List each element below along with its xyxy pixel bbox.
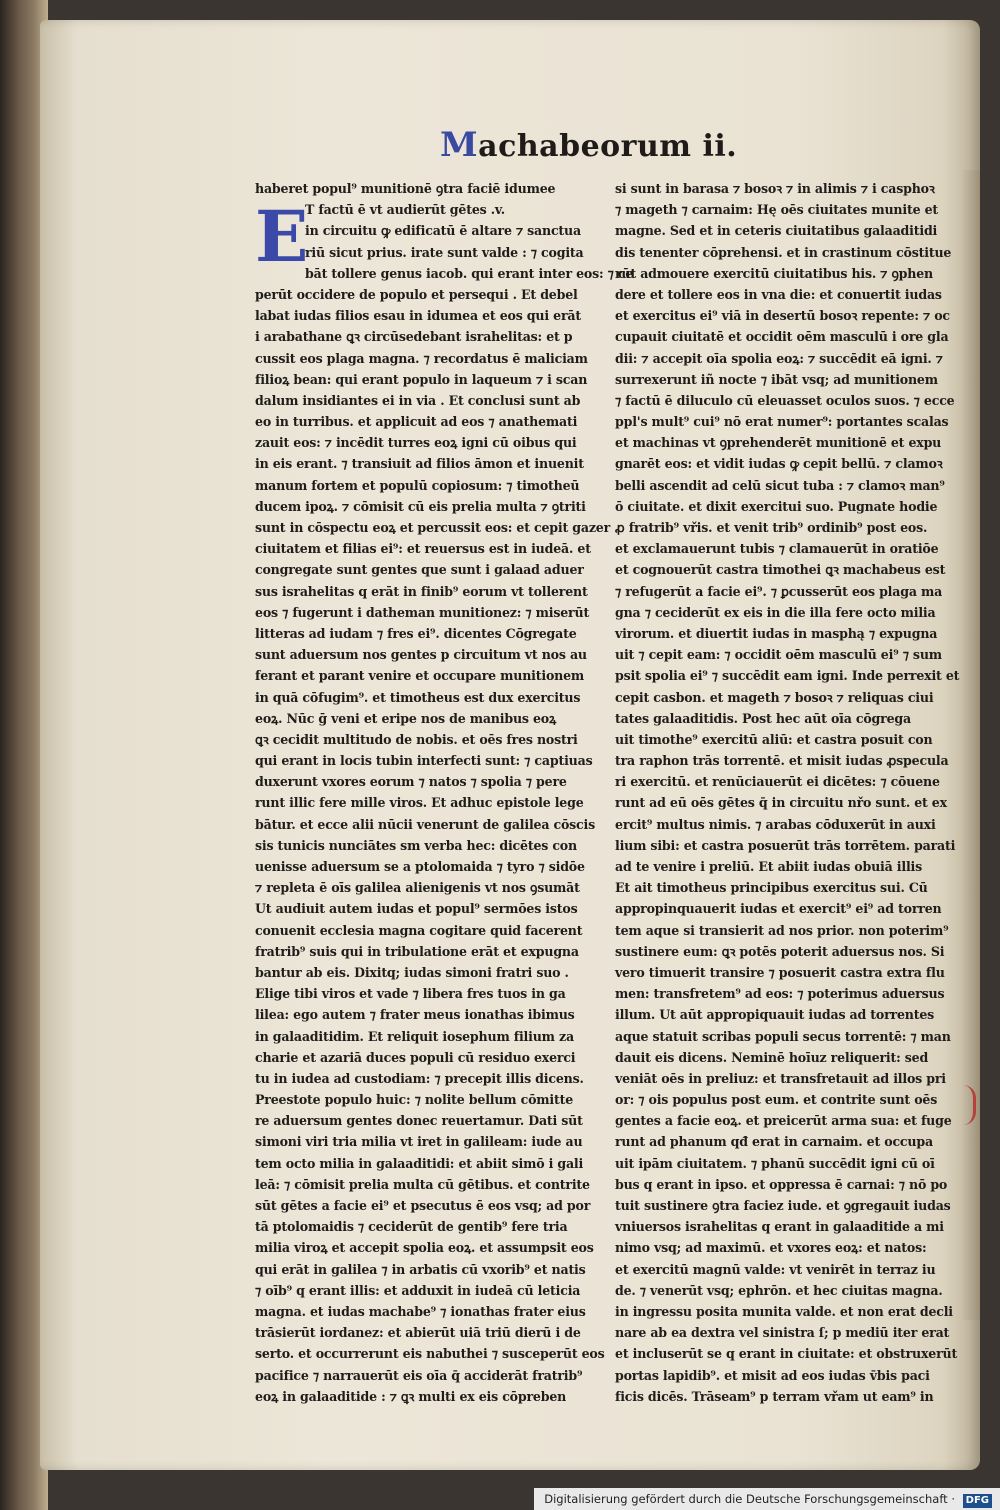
text-line: dere et tollere eos in vna die: et conuertit iudas xyxy=(615,286,942,302)
text-line: labat iudas filios esau in idumea et eos qui erāt xyxy=(255,308,581,324)
text-line: gentes a facie eoꝝ. et preicerūt arma sua: et fuge xyxy=(615,1113,952,1129)
page-fold-edge xyxy=(962,170,980,1320)
text-line: lilea: ego autem ⁊ frater meus ionathas ibimus xyxy=(255,1007,575,1023)
text-line: Preestote populo huic: ⁊ nolite bellum cōmitte xyxy=(255,1092,574,1108)
text-line: rūt admouere exercitū ciuitatibus his. ⁊ ꝯphen xyxy=(615,265,933,281)
text-line: et exercitus ei⁹ viā in desertū bosoꝛ repente: ⁊ oc xyxy=(615,308,950,324)
text-line: si sunt in barasa ⁊ bosoꝛ ⁊ in alimis ⁊ i casphoꝛ xyxy=(615,181,935,196)
text-line: in circuitu ꝙ edificatū ē altare ⁊ sanctua xyxy=(305,223,581,239)
text-line: bantur ab eis. Dixitq; iudas simoni fratri suo . xyxy=(255,964,569,980)
text-line: tates galaaditidis. Post hec aūt oīa cōgrega xyxy=(615,710,911,726)
text-line: Ut audiuit autem iudas et popul⁹ sermōes istos xyxy=(255,901,578,917)
text-line: i arabathane ꝗꝛ circūsedebant israhelitas: et p xyxy=(255,329,573,345)
text-line: gna ⁊ ceciderūt ex eis in die illa fere octo milia xyxy=(615,604,936,620)
text-line: et exclamauerunt tubis ⁊ clamauerūt in oratiōe xyxy=(615,541,939,557)
left-text-column xyxy=(255,178,634,1407)
text-line: magna. et iudas machabe⁹ ⁊ ionathas frater eius xyxy=(255,1303,586,1319)
text-line: ⁊ oīb⁹ q erant illis: et adduxit in iudeā cū leticia xyxy=(255,1282,581,1298)
text-line: qui erāt in galilea ⁊ in arbatis cū vxorib⁹ et natis xyxy=(255,1261,586,1277)
text-line: bāt tollere genus iacob. qui erant inter eos: ⁊ ce xyxy=(305,265,634,281)
text-line: tuit sustinere ꝯtra faciez iude. et ꝯgregauit iudas xyxy=(615,1198,951,1213)
text-line: leā: ⁊ cōmisit prelia multa cū gētibus. et contrite xyxy=(255,1176,590,1192)
running-head-text: achabeorum xyxy=(478,129,692,164)
text-line: tā ptolomaidis ⁊ ceciderūt de gentib⁹ fere tria xyxy=(255,1219,568,1235)
running-head xyxy=(440,125,737,165)
text-line: conuenit ecclesia magna cogitare quid facerent xyxy=(255,922,583,938)
text-line: dauit eis dicens. Neminē hoīuz reliquerit: sed xyxy=(615,1049,929,1065)
text-line: belli ascendit ad celū sicut tuba : ⁊ clamoꝛ man⁹ xyxy=(615,477,945,493)
text-line: congregate sunt gentes que sunt i galaad aduer xyxy=(255,562,584,578)
text-line: aque statuit scribas populi secus torrentē: ⁊ man xyxy=(615,1028,951,1044)
text-line: riū sicut prius. irate sunt valde : ⁊ cogita xyxy=(305,244,584,260)
text-line: appropinquauerit iudas et exercit⁹ ei⁹ ad torren xyxy=(615,901,942,917)
text-line: ad te venire i preliū. Et abiit iudas obuiā illis xyxy=(615,859,923,874)
text-line: lium sibi: et castra posuerūt trās torrētem. parati xyxy=(615,837,956,853)
text-line: dii: ⁊ accepit oīa spolia eoꝝ: ⁊ succēdit eā igni. ⁊ xyxy=(615,350,943,366)
text-line: psit spolia ei⁹ ⁊ succēdit eam igni. Inde perrexit et xyxy=(615,668,960,684)
text-line: illum. Ut aūt appropiquauit iudas ad torrentes xyxy=(615,1007,935,1023)
text-line: uit timothe⁹ exercitū aliū: et castra posuit con xyxy=(615,731,933,747)
text-line: tu in iudea ad custodiam: ⁊ precepit illis dicens. xyxy=(255,1070,584,1086)
text-line: ⁊ mageth ⁊ carnaim: Hę oēs ciuitates munite et xyxy=(615,202,938,218)
text-line: men: transfretem⁹ ad eos: ⁊ poterimus aduersus xyxy=(615,986,945,1002)
text-line: qui erant in locis tubin interfecti sunt: ⁊ captiuas xyxy=(255,753,593,769)
running-head-initial: M xyxy=(440,125,479,165)
text-line: simoni viri tria milia vt iret in galileam: iude au xyxy=(255,1134,583,1150)
text-line: tem aque si transierit ad nos prior. non poterim⁹ xyxy=(615,922,949,938)
text-line: re aduersum gentes donec reuertamur. Dati sūt xyxy=(255,1113,583,1129)
text-line: virorum. et diuertit iudas in masphą ⁊ expugna xyxy=(615,625,938,641)
text-line: litteras ad iudam ⁊ fres ei⁹. dicentes Cōgregate xyxy=(255,625,577,641)
text-line: gnarēt eos: et vidit iudas ꝙ cepit bellū. ⁊ clamoꝛ xyxy=(615,456,943,472)
text-line: serto. et occurrerunt eis nabuthei ⁊ susceperūt eos xyxy=(255,1346,605,1362)
text-line: tem octo milia in galaaditidi: et abiit simō i gali xyxy=(255,1155,584,1171)
text-line: et exercitū magnū valde: vt venirēt in terraz iu xyxy=(615,1261,936,1277)
red-margin-mark xyxy=(963,1085,976,1125)
text-line: surrexerunt iñ nocte ⁊ ibāt vsq; ad munitionem xyxy=(615,371,938,387)
text-line: Elige tibi viros et vade ⁊ libera fres tuos in ga xyxy=(255,986,566,1002)
text-line: in ingressu posita munita valde. et non erat decli xyxy=(615,1303,953,1319)
text-line: et incluserūt se q erant in ciuitate: et obstruxerūt xyxy=(615,1346,958,1362)
text-line: bus q erant in ipso. et oppressa ē carnai: ⁊ nō po xyxy=(615,1176,948,1192)
text-line: eoꝝ in galaaditide : ⁊ ꝗꝛ multi ex eis cōpreben xyxy=(255,1388,567,1404)
text-line: cepit casbon. et mageth ⁊ bosoꝛ ⁊ reliquas ciui xyxy=(615,689,934,705)
text-line: cupauit ciuitatē et occidit oēm masculū i ore gla xyxy=(615,329,949,345)
text-line: dis tenenter cōprehensi. et in crastinum cōstitue xyxy=(615,244,952,260)
text-line: in eis erant. ⁊ transiuit ad filios āmon et inuenit xyxy=(255,456,584,472)
text-line: haberet popul⁹ munitionē ꝯtra faciē idumee xyxy=(255,181,556,196)
text-line: ꝗꝛ cecidit multitudo de nobis. et oēs fres nostri xyxy=(255,731,578,747)
text-line: uenisse aduersum se a ptolomaida ⁊ tyro ⁊ sidōe xyxy=(255,859,585,874)
text-line: trāsierūt iordanez: et abierūt uiā triū dierū i de xyxy=(255,1325,581,1341)
text-line: vero timuerit transire ⁊ posuerit castra extra flu xyxy=(615,964,945,980)
text-line: ō ciuitate. et dixit exercitui suo. Pugnate hodie xyxy=(615,498,938,514)
text-line: runt illic fere mille viros. Et adhuc epistole lege xyxy=(255,795,584,811)
text-line: manum fortem et populū copiosum: ⁊ timotheū xyxy=(255,477,580,493)
text-line: in galaaditidim. Et reliquit iosephum filium za xyxy=(255,1028,574,1044)
credit-text: Digitalisierung gefördert durch die Deutsche Forschungsgemeinschaft · xyxy=(544,1492,955,1506)
text-line: ppl's mult⁹ cui⁹ nō erat numer⁹: portantes scalas xyxy=(615,414,949,430)
digitization-credit xyxy=(534,1488,1000,1510)
text-line: ⁊ repleta ē oīs galilea alienigenis vt nos ꝯsumāt xyxy=(255,880,580,896)
text-line: uit ⁊ cepit eam: ⁊ occidit oēm masculū ei⁹ ⁊ sum xyxy=(615,647,942,663)
text-line: Et ait timotheus principibus exercitus sui. Cū xyxy=(615,880,928,896)
text-line: or: ⁊ ois populus post eum. et contrite sunt oēs xyxy=(615,1092,938,1108)
text-line: ciuitatem et filias ei⁹: et reuersus est in iudeā. et xyxy=(255,541,591,557)
text-line: ꝓ fratrib⁹ vřis. et venit trib⁹ ordinib⁹ post eos. xyxy=(615,520,928,535)
text-line: ri exercitū. et renūciauerūt ei dicētes: ⁊ cōuene xyxy=(615,774,940,790)
text-line: nare ab ea dextra vel sinistra ſ; p mediū iter erat xyxy=(615,1325,950,1341)
text-line: sustinere eum: ꝗꝛ potēs poterit aduersus nos. Si xyxy=(615,943,945,959)
text-line: in quā cōfugim⁹. et timotheus est dux exercitus xyxy=(255,689,581,705)
text-line: veniāt oēs in preliuz: et transfretauit ad illos pri xyxy=(615,1070,946,1086)
text-line: sis tunicis nunciātes sm verba hec: dicētes con xyxy=(255,837,577,853)
dfg-logo: DFG xyxy=(963,1494,992,1508)
right-text-column xyxy=(615,178,960,1407)
text-line: portas lapidib⁹. et misit ad eos iudas v̄bis paci xyxy=(615,1367,930,1383)
text-line: de. ⁊ venerūt vsq; ephrōn. et hec ciuitas magna. xyxy=(615,1282,943,1298)
text-line: charie et azariā duces populi cū residuo exerci xyxy=(255,1049,576,1065)
running-head-number: ii. xyxy=(702,129,738,164)
text-line: et machinas vt ꝯprehenderēt munitionē et expu xyxy=(615,435,942,451)
text-line: cussit eos plaga magna. ⁊ recordatus ē maliciam xyxy=(255,350,588,366)
text-line: magne. Sed et in ceteris ciuitatibus galaaditidi xyxy=(615,223,938,239)
text-line: ferant et parant venire et occupare munitionem xyxy=(255,668,585,684)
text-line: sunt aduersum nos gentes p circuitum vt nos au xyxy=(255,647,587,663)
text-line: ercit⁹ multus nimis. ⁊ arabas cōduxerūt in auxi xyxy=(615,816,936,832)
text-line: et cognouerūt castra timothei ꝗꝛ machabeus est xyxy=(615,562,946,578)
text-line: ficis dicēs. Trāseam⁹ p terram vřam ut eam⁹ in xyxy=(615,1388,934,1404)
text-line: sunt in cōspectu eoꝝ et percussit eos: et cepit gazer xyxy=(255,520,611,535)
text-line: fratrib⁹ suis qui in tribulatione erāt et expugna xyxy=(255,943,579,959)
text-line: tra raphon trās torrentē. et misit iudas ꝓspecula xyxy=(615,753,949,769)
text-line: sus israhelitas q erāt in finib⁹ eorum vt tollerent xyxy=(255,583,588,599)
text-line: ducem ipoꝝ. ⁊ cōmisit cū eis prelia multa ⁊ ꝯtriti xyxy=(255,498,586,514)
text-line: filioꝝ bean: qui erant populo in laqueum ⁊ i scan xyxy=(255,371,588,387)
text-line: dalum insidiantes ei in via . Et conclusi sunt ab xyxy=(255,392,581,408)
text-line: uit ipām ciuitatem. ⁊ phanū succēdit igni cū oī xyxy=(615,1155,935,1171)
text-line: zauit eos: ⁊ incēdit turres eoꝝ igni cū oibus qui xyxy=(255,435,577,451)
text-line: eos ⁊ fugerunt i datheman munitionez: ⁊ miserūt xyxy=(255,604,590,620)
text-line: eo in turribus. et applicuit ad eos ⁊ anathemati xyxy=(255,414,578,430)
text-line: eoꝝ. Nūc ḡ veni et eripe nos de manibus eoꝝ xyxy=(255,710,557,726)
text-line: perūt occidere de populo et persequi . Et debel xyxy=(255,286,578,302)
text-line: pacifice ⁊ narrauerūt eis oīa q̄ acciderāt fratrib⁹ xyxy=(255,1367,583,1383)
text-line: milia viroꝝ et accepit spolia eoꝝ. et assumpsit eos xyxy=(255,1240,594,1256)
text-line: nimo vsq; ad maximū. et vxores eoꝝ: et natos: xyxy=(615,1240,927,1256)
text-line: runt ad phanum qđ erat in carnaim. et occupa xyxy=(615,1134,933,1150)
text-line: sūt gētes a facie ei⁹ et psecutus ē eos vsq; ad por xyxy=(255,1198,591,1213)
text-line: ⁊ refugerūt a facie ei⁹. ⁊ ꝑcusserūt eos plaga ma xyxy=(615,583,943,599)
text-line: runt ad eū oēs gētes q̄ in circuitu nřo sunt. et ex xyxy=(615,795,947,811)
drop-initial: E xyxy=(255,195,309,279)
text-line: duxerunt vxores eorum ⁊ natos ⁊ spolia ⁊ pere xyxy=(255,774,567,790)
text-line: vniuersos israhelitas q erant in galaaditide a mi xyxy=(615,1219,944,1235)
text-line: ⁊ factū ē diluculo cū eleuasset oculos suos. ⁊ ecce xyxy=(615,392,955,408)
text-line: T factū ē vt audierūt gētes .v. xyxy=(305,202,505,218)
text-line: bātur. et ecce alii nūcii venerunt de galilea cōscis xyxy=(255,816,596,832)
